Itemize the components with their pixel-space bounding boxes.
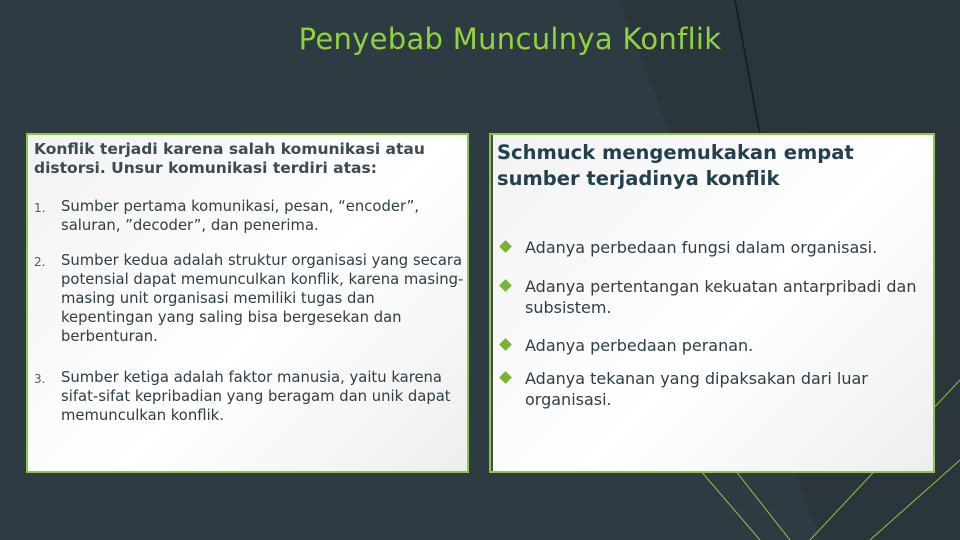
list-item-text: Sumber pertama komunikasi, pesan, “encoder”, saluran, ”decoder”, dan penerima. xyxy=(61,198,420,234)
list-item-text: Sumber ketiga adalah faktor manusia, yaitu karena sifat-sifat kepribadian yang beragam dan unik dapat memunculkan konflik. xyxy=(61,369,451,424)
slide-title: Penyebab Munculnya Konflik xyxy=(298,22,722,56)
right-heading: Schmuck mengemukakan empat sumber terjadinya konflik xyxy=(497,141,854,190)
left-intro: Konflik terjadi karena salah komunikasi atau distorsi. Unsur komunikasi terdiri atas: xyxy=(34,140,425,177)
list-item-text: Sumber kedua adalah struktur organisasi yang secara potensial dapat memunculkan konflik, karena masing-masing unit organisasi memiliki tugas dan kepentingan yang saling bisa bergesekan dan berbenturan. xyxy=(61,252,464,345)
